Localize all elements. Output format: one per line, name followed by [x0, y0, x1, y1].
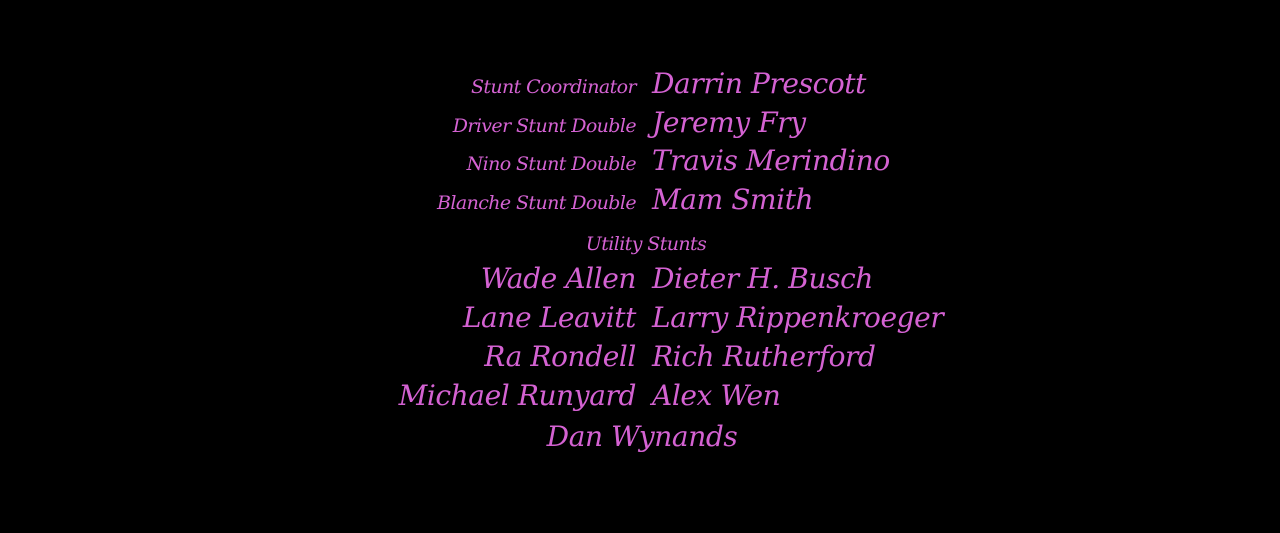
person-name: Rich Rutherford [652, 340, 876, 373]
role-label: Stunt Coordinator [470, 76, 636, 98]
credit-row-driver-stunt-double [0, 103, 1280, 143]
person-name: Lane Leavitt [462, 301, 636, 334]
person-name: Dieter H. Busch [652, 262, 873, 295]
utility-row [0, 298, 1280, 338]
person-name: Jeremy Fry [652, 106, 806, 139]
utility-row [0, 337, 1280, 377]
person-name: Larry Rippenkroeger [652, 301, 944, 334]
credit-row-nino-stunt-double [0, 141, 1280, 181]
person-name: Michael Runyard [398, 379, 636, 412]
person-name: Alex Wen [652, 379, 781, 412]
person-name: Ra Rondell [484, 340, 636, 373]
role-label: Nino Stunt Double [466, 153, 636, 175]
utility-row [0, 376, 1280, 416]
person-name: Wade Allen [480, 262, 636, 295]
utility-stunts-heading: Utility Stunts [585, 233, 707, 255]
utility-row [0, 259, 1280, 299]
role-label: Driver Stunt Double [452, 115, 636, 137]
role-label: Blanche Stunt Double [437, 192, 636, 214]
person-name: Travis Merindino [652, 144, 890, 177]
credit-row-blanche-stunt-double [0, 180, 1280, 220]
person-name: Mam Smith [652, 183, 814, 216]
credit-row-stunt-coordinator [0, 64, 1280, 104]
person-name-centered: Dan Wynands [546, 420, 738, 453]
person-name: Darrin Prescott [652, 67, 867, 100]
